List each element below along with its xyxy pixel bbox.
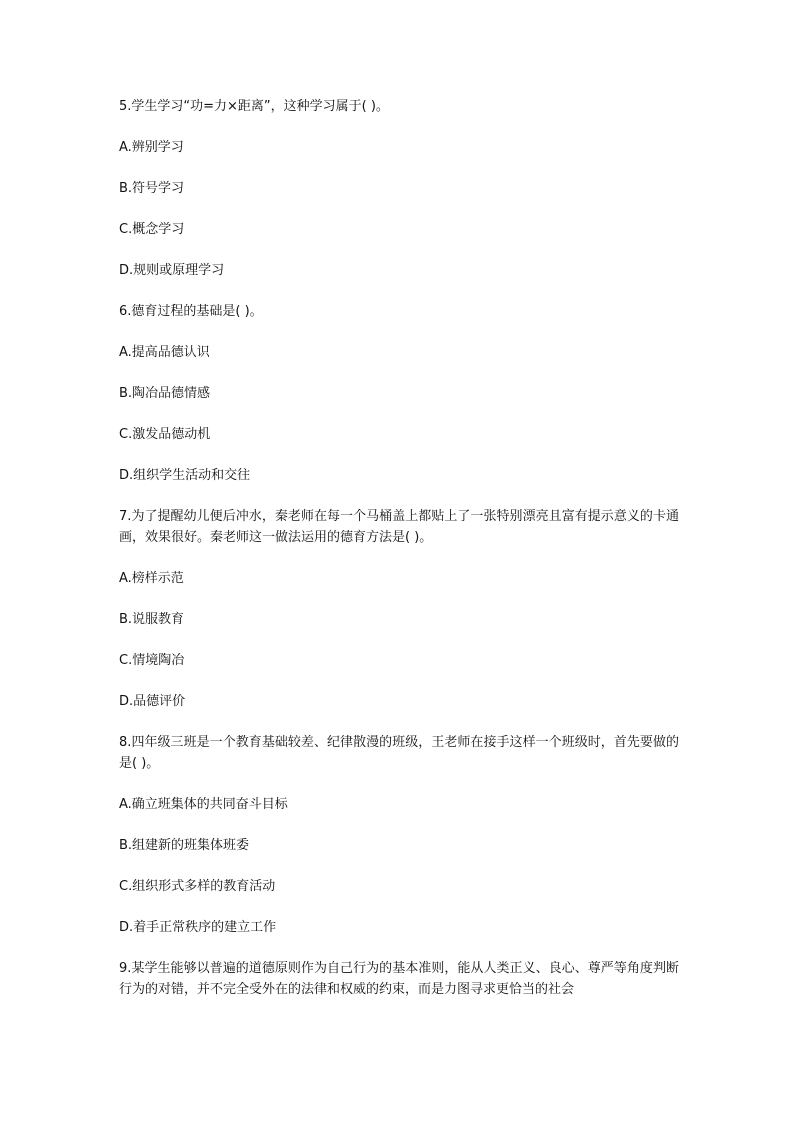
question-6-option-b: B.陶冶品德情感 bbox=[119, 386, 211, 401]
question-5-option-a: A.辨别学习 bbox=[119, 140, 184, 155]
question-8-option-b: B.组建新的班集体班委 bbox=[119, 838, 250, 853]
question-8-option-a: A.确立班集体的共同奋斗目标 bbox=[119, 797, 288, 812]
question-6-option-c: C.激发品德动机 bbox=[119, 427, 211, 442]
question-7-option-b: B.说服教育 bbox=[119, 612, 185, 627]
question-7-option-c: C.情境陶冶 bbox=[119, 653, 185, 668]
question-7-stem: 7.为了提醒幼儿便后冲水，秦老师在每一个马桶盖上都贴上了一张特别漂亮且富有提示意义的卡通画，效果很好。秦老师这一做法运用的德育方法是( )。 bbox=[119, 509, 679, 545]
document-page bbox=[119, 96, 679, 1020]
question-5-stem: 5.学生学习“功=力×距离”，这种学习属于( )。 bbox=[119, 99, 389, 114]
question-6-stem: 6.德育过程的基础是( )。 bbox=[119, 304, 263, 319]
question-8-option-c: C.组织形式多样的教育活动 bbox=[119, 879, 276, 894]
question-7-option-a: A.榜样示范 bbox=[119, 571, 184, 586]
question-5-option-c: C.概念学习 bbox=[119, 222, 185, 237]
question-5-option-d: D.规则或原理学习 bbox=[119, 263, 225, 278]
question-5-option-b: B.符号学习 bbox=[119, 181, 185, 196]
question-6-option-d: D.组织学生活动和交往 bbox=[119, 468, 251, 483]
question-9-stem: 9.某学生能够以普遍的道德原则作为自己行为的基本准则，能从人类正义、良心、尊严等角度判断行为的对错，并不完全受外在的法律和权威的约束，而是力图寻求更恰当的社会 bbox=[119, 961, 679, 997]
question-6-option-a: A.提高品德认识 bbox=[119, 345, 210, 360]
question-7-option-d: D.品德评价 bbox=[119, 694, 186, 709]
question-8-option-d: D.着手正常秩序的建立工作 bbox=[119, 920, 277, 935]
question-8-stem: 8.四年级三班是一个教育基础较差、纪律散漫的班级，王老师在接手这样一个班级时，首先要做的是( )。 bbox=[119, 735, 679, 771]
